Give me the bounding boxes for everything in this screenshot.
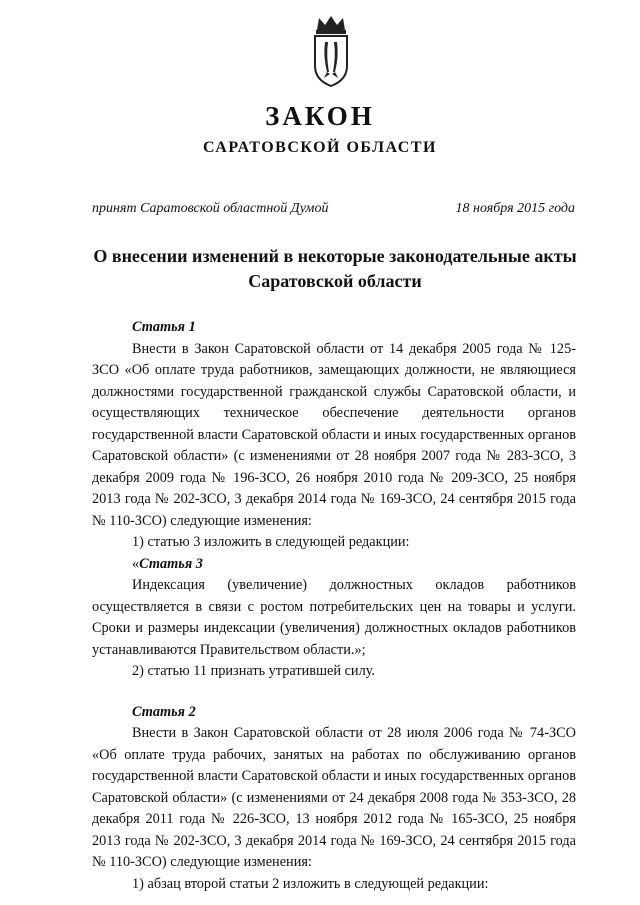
saratov-coat-of-arms-icon [305,16,357,88]
law-subtitle: САРАТОВСКОЙ ОБЛАСТИ [203,139,437,156]
quoted-article-title: Статья 3 [139,555,203,572]
article-2-title: Статья 2 [132,703,196,720]
law-body [92,317,576,895]
law-title: ЗАКОН [265,101,375,131]
spacer [92,683,576,702]
quoted-article-heading [92,554,576,576]
article-1-item-2: 2) статью 11 признать утратившей силу. [132,663,376,679]
quoted-article-text: Индексация (увеличение) должностных окладов работников осуществляется в связи с ростом потребительских цен на товары и услуги. Сроки и размеры индексации (увеличения) должностных окладов работников устанавливаются Правительством области.»; [92,577,576,658]
article-2-intro: Внести в Закон Саратовской области от 28 июля 2006 года № 74-ЗСО «Об оплате труда рабочих, занятых на работах по обслуживанию органов государственной власти Саратовской области и иных государственных органов Саратовской области» (с изменениями от 24 декабря 2008 года № 353-ЗСО, 28 декабря 2011 года № 226-ЗСО, 13 ноября 2012 года № 165-ЗСО, 25 ноября 2013 года № 202-ЗСО, 3 декабря 2014 года № 169-ЗСО, 24 сентября 2015 года № 110-ЗСО) следующие изменения: [92,725,576,870]
adopted-date: 18 ноября 2015 года [455,201,575,216]
article-2-item-1: 1) абзац второй статьи 2 изложить в следующей редакции: [132,875,489,892]
article-1-intro: Внести в Закон Саратовской области от 14 декабря 2005 года № 125-ЗСО «Об оплате труда работников, замещающих должности, не являющиеся должностями государственной гражданской службы Саратовской области, и осуществляющих техническое обеспечение деятельности органов государственной власти Саратовской области и иных государственных органов Саратовской области» (с изменениями от 28 ноября 2007 года № 283-ЗСО, 3 декабря 2009 года № 196-ЗСО, 26 ноября 2010 года № 209-ЗСО, 25 ноября 2013 года № 202-ЗСО, 3 декабря 2014 года № 169-ЗСО, 24 сентября 2015 года № 110-ЗСО) следующие изменения: [92,340,576,529]
article-1-item-1: 1) статью 3 изложить в следующей редакции: [132,534,410,550]
article-1-title: Статья 1 [132,319,196,335]
adopted-by: принят Саратовской областной Думой [92,201,329,216]
law-heading: О внесении изменений в некоторые законодательные акты Саратовской области [93,246,577,291]
quote-open-mark: « [132,555,140,572]
